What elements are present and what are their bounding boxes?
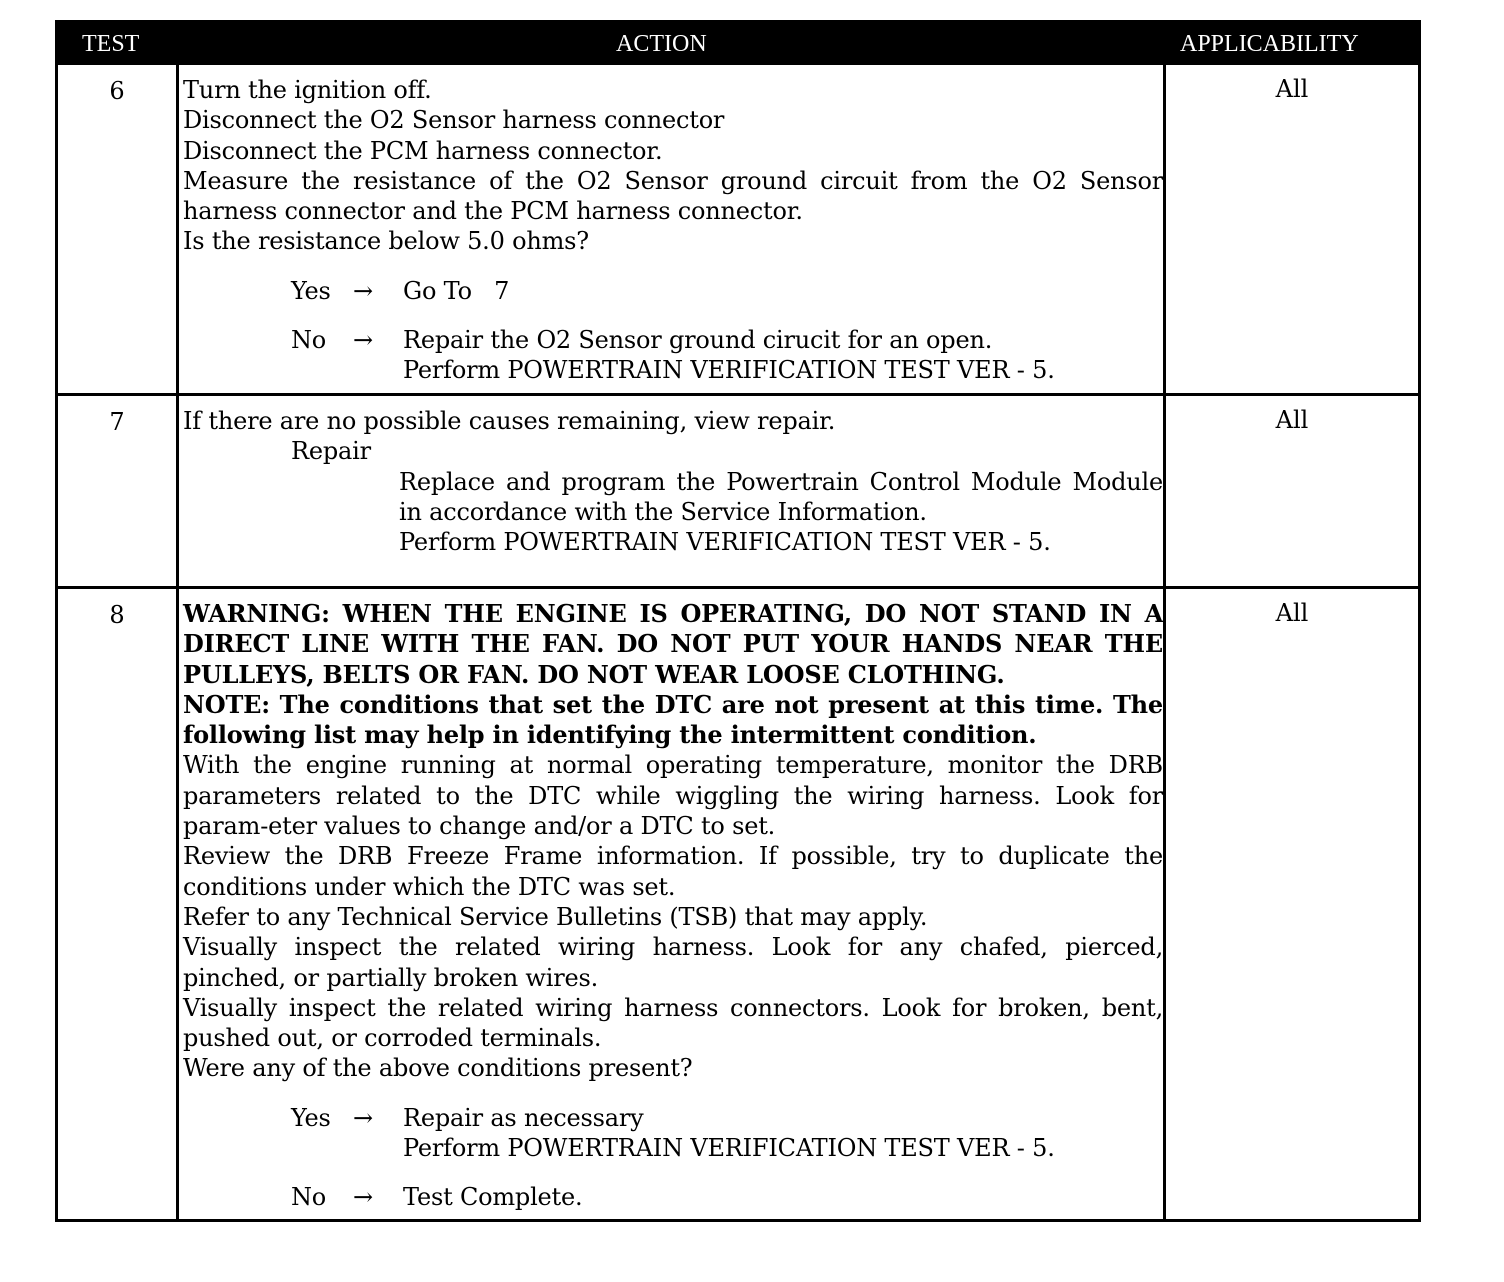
action-line: Visually inspect the related wiring harness connectors. Look for broken, bent, pushed out, or corroded terminals. xyxy=(183,993,1163,1053)
applicability-cell: All xyxy=(1275,599,1309,627)
action-line: Disconnect the O2 Sensor harness connector xyxy=(183,106,725,135)
no-result-line: Repair the O2 Sensor ground cirucit for an open. xyxy=(403,325,993,354)
no-result xyxy=(403,325,1055,386)
action-line: Measure the resistance of the O2 Sensor ground circuit from the O2 Sensor harness connector and the PCM harness connector. xyxy=(183,166,1163,226)
repair-text: Perform POWERTRAIN VERIFICATION TEST VER - 5. xyxy=(399,528,1051,557)
diagnostic-table xyxy=(55,20,1421,1222)
table-row xyxy=(58,396,1418,589)
action-line: Were any of the above conditions present? xyxy=(183,1054,693,1083)
action-line: Refer to any Technical Service Bulletins (TSB) that may apply. xyxy=(183,902,928,931)
warning-text: WARNING: WHEN THE ENGINE IS OPERATING, DO NOT STAND IN A DIRECT LINE WITH THE FAN. DO NOT PUT YOUR HANDS NEAR THE PULLEYS, BELTS OR FAN. DO NOT WEAR LOOSE CLOTHING. xyxy=(183,599,1163,689)
yes-result-line: Repair as necessary xyxy=(403,1103,644,1132)
action-cell xyxy=(183,599,1163,1212)
action-line: Disconnect the PCM harness connector. xyxy=(183,136,663,165)
yes-result-line: Perform POWERTRAIN VERIFICATION TEST VER - 5. xyxy=(403,1134,1055,1163)
yes-outcome xyxy=(183,276,1163,306)
repair-label: Repair xyxy=(291,437,371,466)
arrow-icon: → xyxy=(353,1182,373,1211)
action-line: Turn the ignition off. xyxy=(183,76,432,104)
test-number: 8 xyxy=(109,601,125,629)
table-header xyxy=(58,23,1418,65)
action-cell xyxy=(183,406,1163,557)
header-applicability: APPLICABILITY xyxy=(1180,31,1359,57)
applicability-cell: All xyxy=(1275,75,1309,103)
header-action: ACTION xyxy=(616,31,707,57)
no-result: Test Complete. xyxy=(403,1182,583,1211)
action-line: Is the resistance below 5.0 ohms? xyxy=(183,227,589,256)
action-line: Visually inspect the related wiring harness. Look for any chafed, pierced, pinched, or partially broken wires. xyxy=(183,933,1163,992)
test-number: 6 xyxy=(109,77,125,105)
note-text: NOTE: The conditions that set the DTC are not present at this time. The following list may help in identifying the intermittent condition. xyxy=(183,689,1163,750)
yes-outcome xyxy=(183,1103,1163,1163)
no-outcome xyxy=(183,1182,1163,1212)
applicability-cell: All xyxy=(1275,406,1309,434)
arrow-icon: → xyxy=(353,276,373,305)
table-row xyxy=(58,65,1418,396)
action-cell xyxy=(183,75,1163,385)
repair-text: Replace and program the Powertrain Control Module Module in accordance with the Service Information. xyxy=(399,467,1163,526)
table-row xyxy=(58,589,1418,1219)
arrow-icon: → xyxy=(353,325,373,354)
action-line: Review the DRB Freeze Frame information. If possible, try to duplicate the conditions under which the DTC was set. xyxy=(183,842,1163,901)
test-number: 7 xyxy=(109,408,125,436)
yes-label: Yes xyxy=(291,276,331,305)
arrow-icon: → xyxy=(353,1103,373,1132)
action-line: With the engine running at normal operating temperature, monitor the DRB parameters related to the DTC while wiggling the wiring harness. Look for param-eter values to change and/or a DTC to set. xyxy=(183,751,1163,841)
no-label: No xyxy=(291,325,327,354)
no-result-line: Perform POWERTRAIN VERIFICATION TEST VER - 5. xyxy=(403,356,1055,385)
no-outcome xyxy=(183,325,1163,385)
yes-result: Go To 7 xyxy=(403,276,510,305)
action-line: If there are no possible causes remaining, view repair. xyxy=(183,407,836,435)
no-label: No xyxy=(291,1182,327,1211)
header-test: TEST xyxy=(82,31,140,57)
yes-result xyxy=(403,1103,1055,1164)
yes-label: Yes xyxy=(291,1103,331,1132)
